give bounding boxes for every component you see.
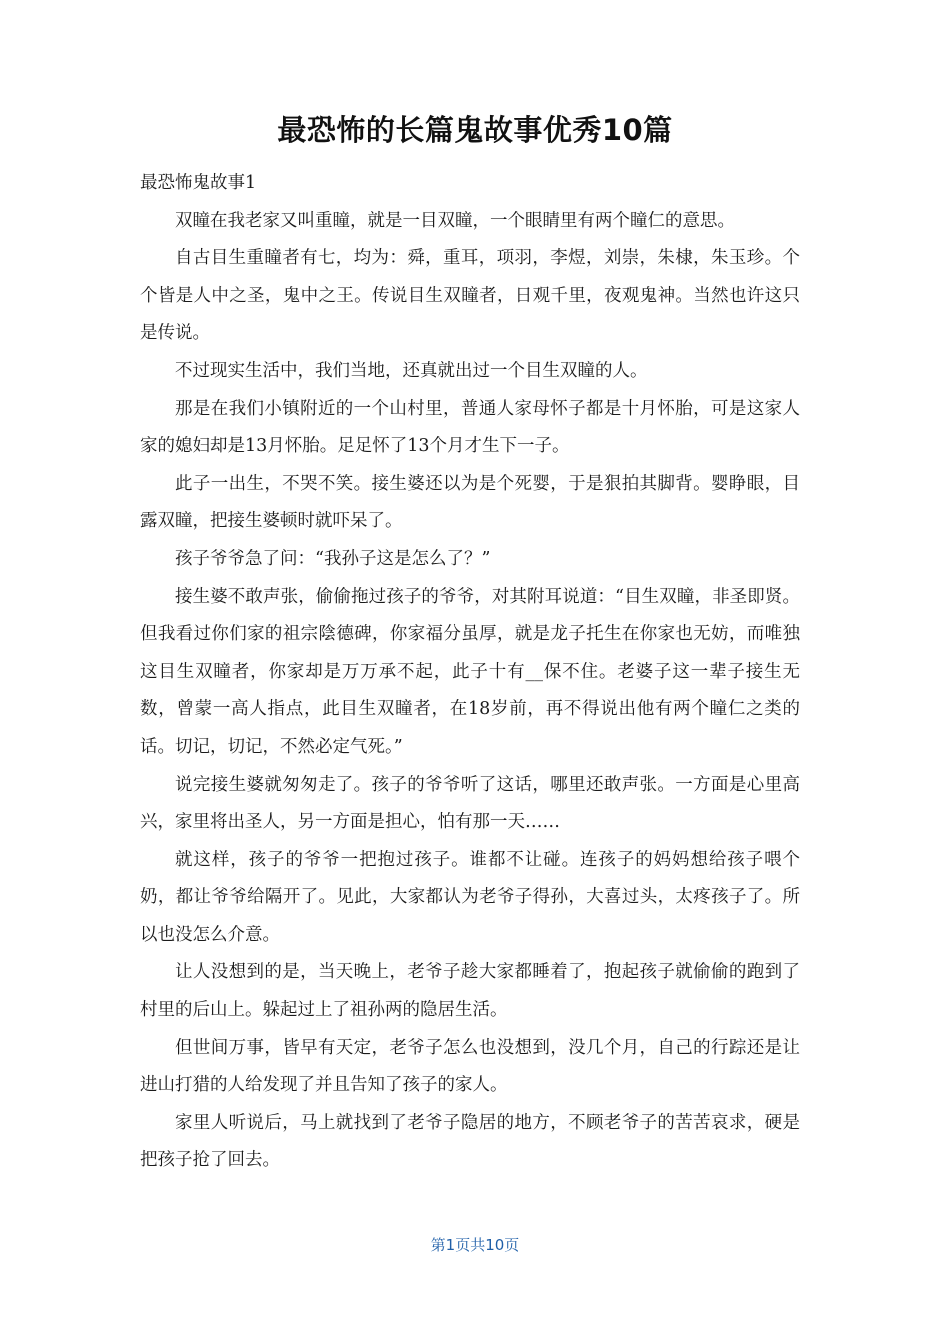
paragraph: 但世间万事，皆早有天定，老爷子怎么也没想到，没几个月，自己的行踪还是让进山打猎的人给发现了并且告知了孩子的家人。: [140, 1037, 800, 1096]
document-body: [140, 165, 800, 1180]
paragraph: 那是在我们小镇附近的一个山村里，普通人家母怀子都是十月怀胎，可是这家人家的媳妇却是13月怀胎。足足怀了13个月才生下一子。: [140, 398, 800, 457]
paragraph: 双瞳在我老家又叫重瞳，就是一目双瞳，一个眼睛里有两个瞳仁的意思。: [175, 210, 735, 231]
document-title: 最恐怖的长篇鬼故事优秀10篇: [277, 113, 673, 147]
paragraph: 接生婆不敢声张，偷偷拖过孩子的爷爷，对其附耳说道：“目生双瞳，非圣即贤。但我看过你们家的祖宗陰德碑，你家福分虽厚，就是龙子托生在你家也无妨，而唯独这目生双瞳者，你家却是万万承不起，此子十有__保不住。老婆子这一辈子接生无数，曾蒙一高人指点，此目生双瞳者，在18岁前，再不得说出他有两个瞳仁之类的话。切记，切记，不然必定气死。”: [140, 586, 800, 757]
paragraph: 孩子爷爷急了问：“我孙子这是怎么了？”: [175, 548, 491, 569]
page-number-footer: 第1页共10页: [430, 1236, 520, 1254]
paragraph: 自古目生重瞳者有七，均为：舜，重耳，项羽，李煜，刘崇，朱棣，朱玉珍。个个皆是人中之圣，鬼中之王。传说目生双瞳者，日观千里，夜观鬼神。当然也许这只是传说。: [140, 248, 800, 344]
section-heading: 最恐怖鬼故事1: [140, 173, 257, 193]
paragraph: 就这样，孩子的爷爷一把抱过孩子。谁都不让碰。连孩子的妈妈想给孩子喂个奶，都让爷爷给隔开了。见此，大家都认为老爷子得孙，大喜过头，太疼孩子了。所以也没怎么介意。: [140, 849, 800, 945]
paragraph: 说完接生婆就匆匆走了。孩子的爷爷听了这话，哪里还敢声张。一方面是心里高兴，家里将出圣人，另一方面是担心，怕有那一天……: [140, 774, 800, 833]
paragraph: 此子一出生，不哭不笑。接生婆还以为是个死婴，于是狠拍其脚背。婴睁眼，目露双瞳，把接生婆顿时就吓呆了。: [140, 473, 800, 532]
paragraph: 家里人听说后，马上就找到了老爷子隐居的地方，不顾老爷子的苦苦哀求，硬是把孩子抢了回去。: [140, 1112, 800, 1171]
paragraph: 让人没想到的是，当天晚上，老爷子趁大家都睡着了，抱起孩子就偷偷的跑到了村里的后山上。躲起过上了祖孙两的隐居生活。: [140, 962, 800, 1021]
paragraph: 不过现实生活中，我们当地，还真就出过一个目生双瞳的人。: [175, 360, 648, 381]
